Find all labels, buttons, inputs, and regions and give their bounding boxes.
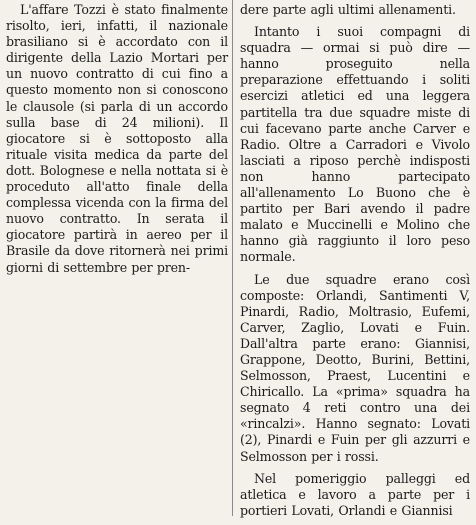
paragraph-teams: Le due squadre erano così composte: Orlandi, Santimenti V, Pinardi, Radio, Moltrasio, Eufemi, Carver, Zaglio, Lovati e Fuin. Dall'altra parte erano: Giannisi, Grappone, Deotto, Burini, Bettini, Selmosson, Praest, Lucentini e Chiricallo. La «prima» squadra ha segnato 4 reti contro una dei «rincalzi». Hanno segnato: Lovati (2), Pinardi e Fuin per gli azzurri e Selmosson per i rossi. xyxy=(240,271,470,464)
paragraph-training: Intanto i suoi compagni di squadra — ormai si può dire — hanno proseguito nella preparazione effettuando i soliti esercizi atletici ed una leggera partitella tra due squadre miste di cui facevano parte anche Carver e Radio. Oltre a Carradori e Vivolo lasciati a riposo perchè indisposti non hanno partecipato all'allenamento Lo Buono che è partito per Bari avendo il padre malato e Muccinelli e Molino che hanno già raggiunto il loro peso normale. xyxy=(240,24,470,265)
paragraph-afternoon: Nel pomeriggio palleggi ed atletica e lavoro a parte per i portieri Lovati, Orlandi e Giannisi xyxy=(240,470,470,518)
right-column xyxy=(240,2,470,525)
paragraph-continuation: dere parte agli ultimi allenamenti. xyxy=(240,2,456,17)
paragraph-tozzi-contract: L'affare Tozzi è stato finalmente risolto, ieri, infatti, il nazionale brasiliano si è accordato con il dirigente della Lazio Mortari per un nuovo contratto di cui fino a questo momento non si conoscono le clausole (si parla di un accordo sulla base di 24 milioni). Il giocatore si è sottoposto alla rituale visita medica da parte del dott. Bolognese e nella nottata si è proceduto all'atto finale della complessa vicenda con la firma del nuovo contratto. In serata il giocatore partirà in aereo per il Brasile da dove ritornerà nei primi giorni di settembre per pren- xyxy=(6,2,228,275)
column-divider xyxy=(232,0,233,516)
left-column xyxy=(6,2,228,282)
